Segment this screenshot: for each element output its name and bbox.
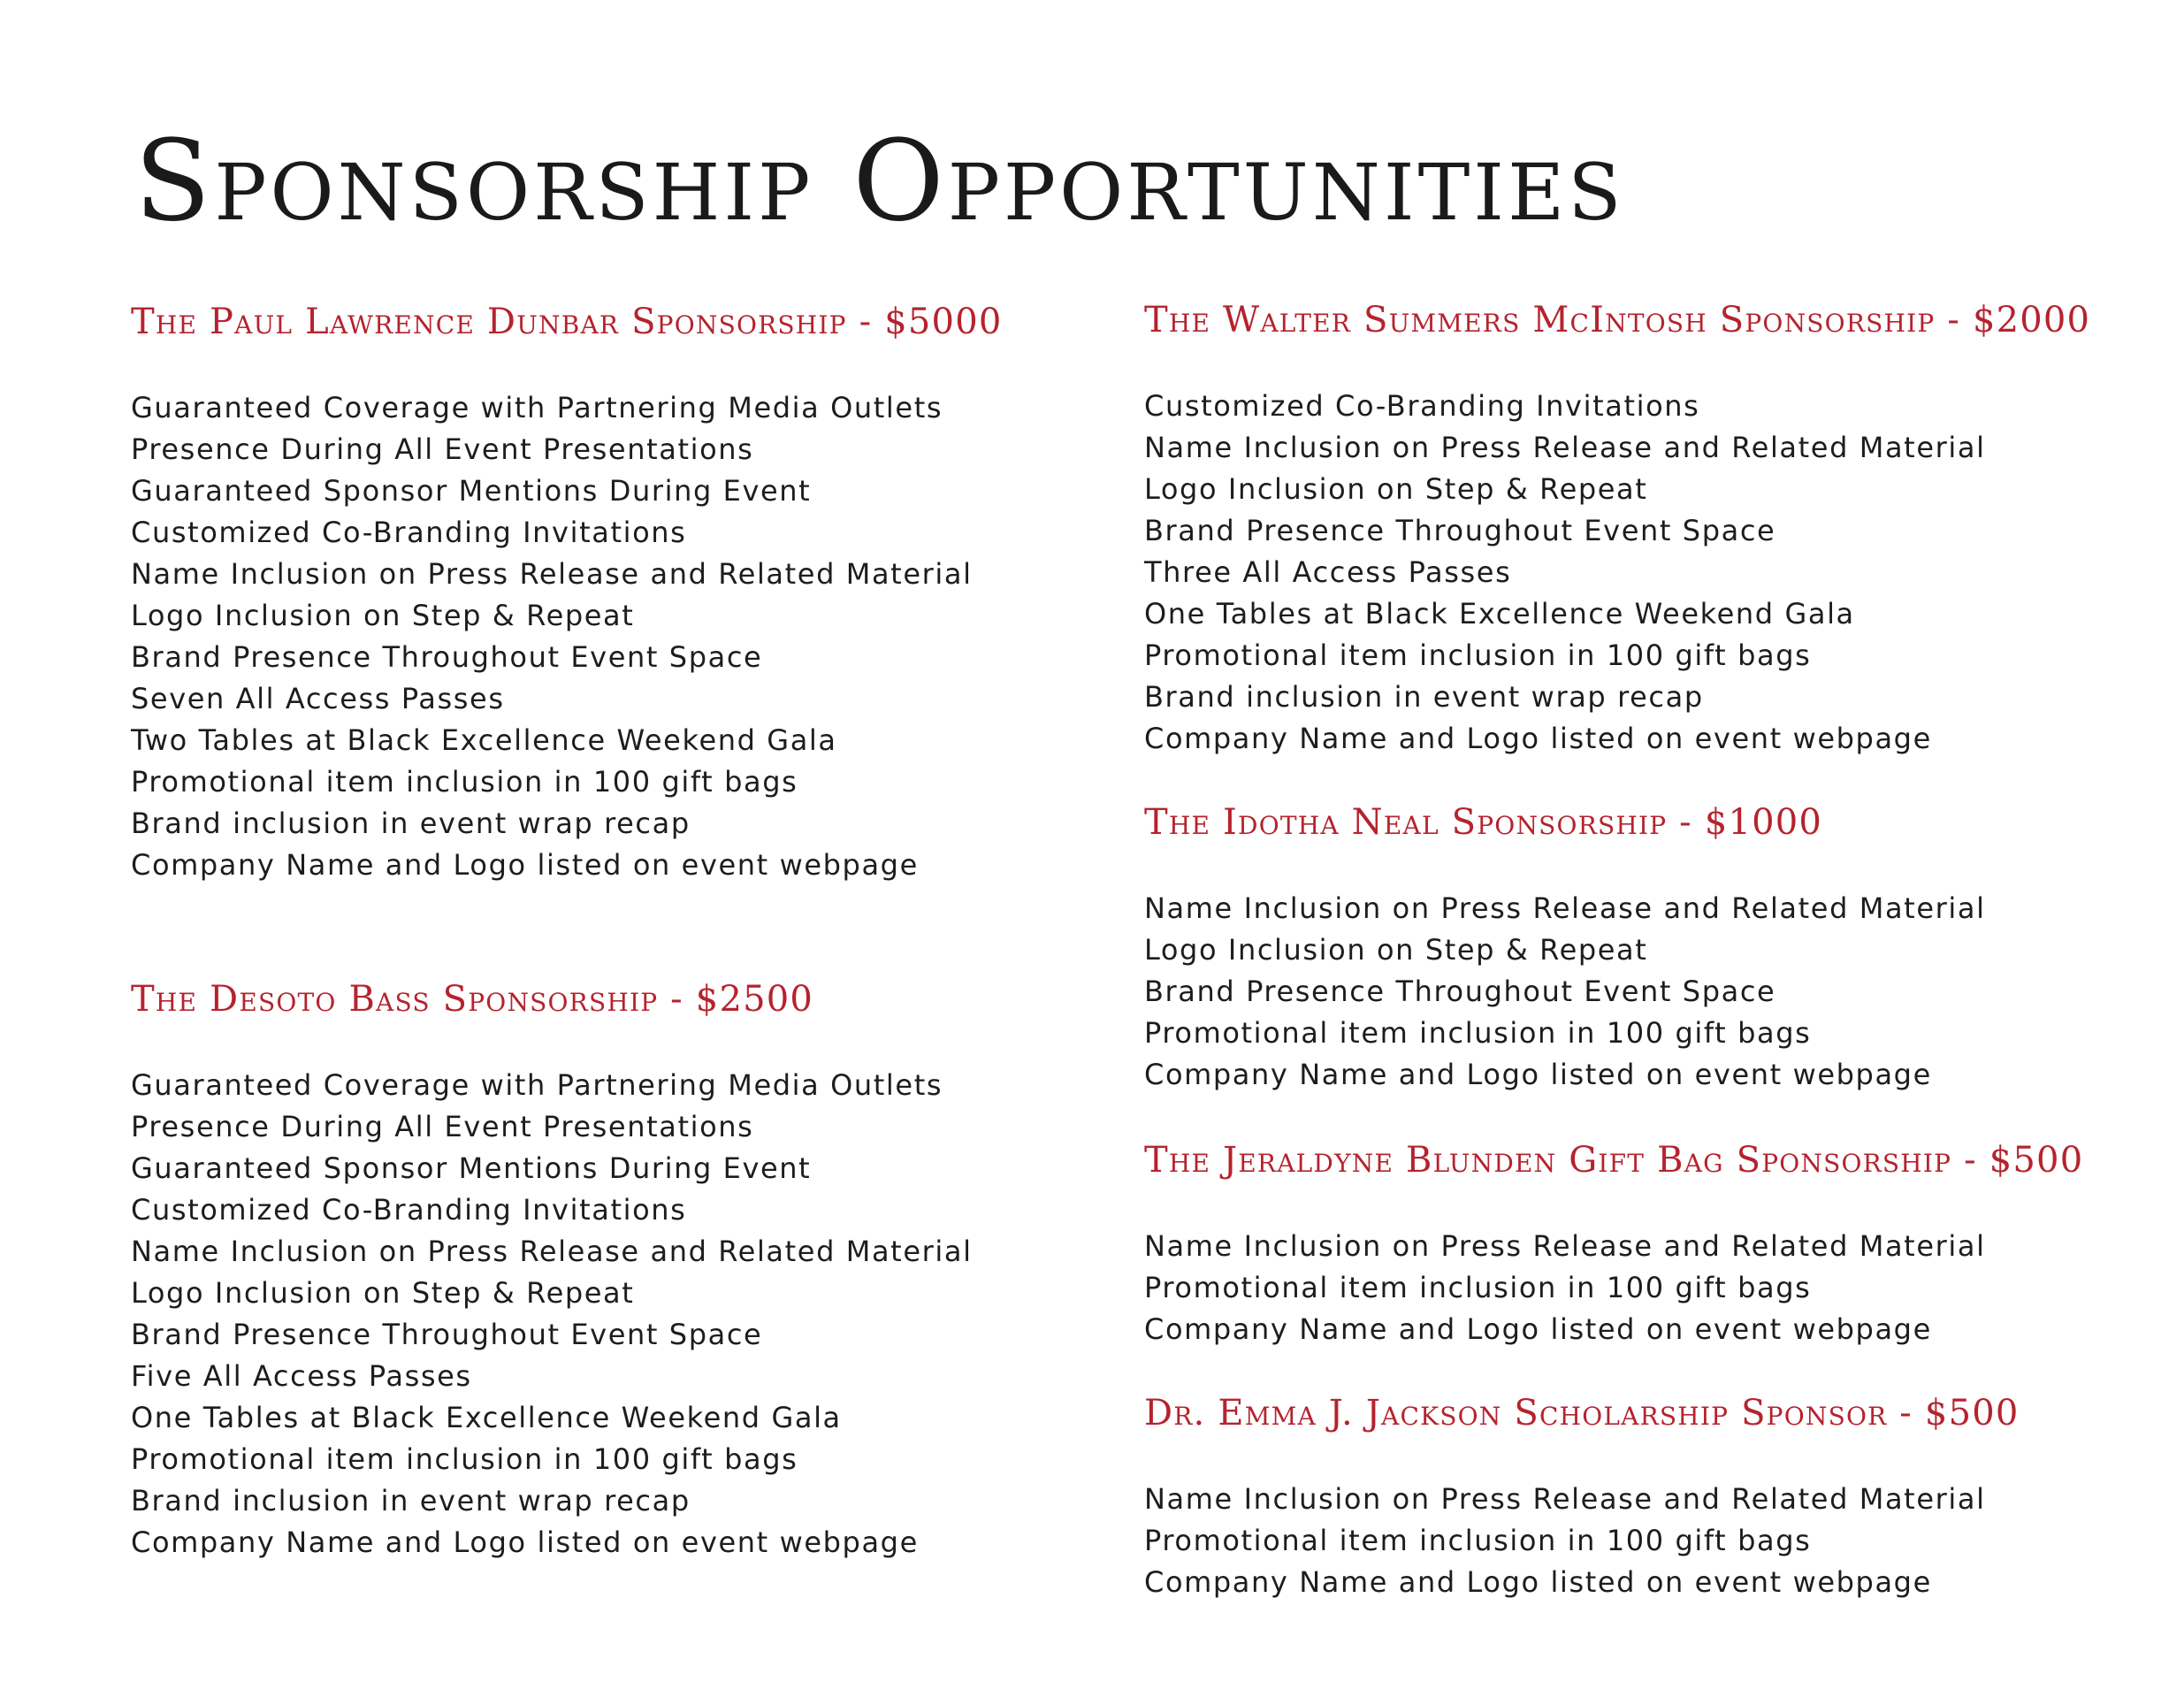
benefit-item: Guaranteed Coverage with Partnering Media Outlets — [131, 391, 943, 424]
benefit-item: Guaranteed Sponsor Mentions During Event — [131, 1151, 812, 1185]
benefit-item: Name Inclusion on Press Release and Related Material — [1144, 891, 1986, 925]
benefit-item: Logo Inclusion on Step & Repeat — [131, 599, 635, 632]
benefit-item: Name Inclusion on Press Release and Related Material — [131, 1235, 973, 1268]
benefit-list — [1144, 888, 1986, 1096]
benefit-item: Brand inclusion in event wrap recap — [131, 807, 691, 840]
benefit-list — [1144, 386, 1986, 760]
benefit-item: Logo Inclusion on Step & Repeat — [131, 1276, 635, 1310]
benefit-item: Three All Access Passes — [1144, 555, 1512, 589]
benefit-item: Company Name and Logo listed on event webpage — [1144, 1058, 1932, 1091]
benefit-item: Presence During All Event Presentations — [131, 1110, 754, 1143]
tier-heading: The Jeraldyne Blunden Gift Bag Sponsorship - $500 — [1144, 1140, 2084, 1181]
tier-heading: The Desoto Bass Sponsorship - $2500 — [131, 979, 814, 1020]
benefit-item: Brand inclusion in event wrap recap — [1144, 680, 1704, 714]
tier-heading: The Paul Lawrence Dunbar Sponsorship - $5000 — [131, 302, 1003, 342]
benefit-item: Promotional item inclusion in 100 gift bags — [131, 765, 798, 799]
page-title: Sponsorship Opportunities — [134, 116, 1625, 246]
benefit-item: Company Name and Logo listed on event webpage — [131, 848, 919, 882]
benefit-item: Company Name and Logo listed on event webpage — [1144, 722, 1932, 755]
benefit-item: Two Tables at Black Excellence Weekend Gala — [131, 723, 837, 757]
sponsorship-tier-emma-jackson — [1144, 1393, 2020, 1599]
benefit-list — [131, 1065, 973, 1563]
benefit-item: Name Inclusion on Press Release and Related Material — [131, 557, 973, 591]
sponsorship-tier-idotha-neal — [1144, 802, 1986, 1091]
benefit-item: Guaranteed Coverage with Partnering Media Outlets — [131, 1068, 943, 1102]
sponsorship-tier-jeraldyne-blunden — [1144, 1140, 2084, 1346]
benefit-item: Name Inclusion on Press Release and Related Material — [1144, 1229, 1986, 1263]
benefit-item: Seven All Access Passes — [131, 682, 505, 715]
benefit-item: Five All Access Passes — [131, 1359, 472, 1393]
benefit-item: Name Inclusion on Press Release and Related Material — [1144, 431, 1986, 464]
benefit-item: Name Inclusion on Press Release and Related Material — [1144, 1482, 1986, 1516]
tier-heading: Dr. Emma J. Jackson Scholarship Sponsor - $500 — [1144, 1393, 2020, 1434]
benefit-item: Brand Presence Throughout Event Space — [131, 1318, 763, 1351]
benefit-item: Company Name and Logo listed on event webpage — [1144, 1565, 1932, 1599]
benefit-item: Brand Presence Throughout Event Space — [1144, 514, 1776, 547]
benefit-item: Logo Inclusion on Step & Repeat — [1144, 472, 1648, 506]
benefit-item: Company Name and Logo listed on event webpage — [131, 1525, 919, 1559]
benefit-item: Promotional item inclusion in 100 gift bags — [1144, 638, 1812, 672]
benefit-item: Customized Co-Branding Invitations — [1144, 389, 1700, 423]
benefit-item: Promotional item inclusion in 100 gift bags — [1144, 1524, 1812, 1557]
benefit-item: One Tables at Black Excellence Weekend Gala — [1144, 597, 1855, 631]
benefit-item: One Tables at Black Excellence Weekend Gala — [131, 1401, 842, 1434]
benefit-item: Promotional item inclusion in 100 gift bags — [131, 1442, 798, 1476]
tier-heading: The Idotha Neal Sponsorship - $1000 — [1144, 802, 1823, 843]
benefit-item: Brand Presence Throughout Event Space — [1144, 975, 1776, 1008]
benefit-item: Customized Co-Branding Invitations — [131, 516, 687, 549]
benefit-item: Promotional item inclusion in 100 gift bags — [1144, 1016, 1812, 1050]
benefit-item: Promotional item inclusion in 100 gift bags — [1144, 1271, 1812, 1304]
benefit-list — [131, 387, 973, 886]
benefit-item: Presence During All Event Presentations — [131, 432, 754, 466]
benefit-item: Brand Presence Throughout Event Space — [131, 640, 763, 674]
benefit-item: Guaranteed Sponsor Mentions During Event — [131, 474, 812, 508]
sponsorship-tier-desoto-bass — [131, 979, 973, 1559]
tier-heading: The Walter Summers McIntosh Sponsorship - $2000 — [1144, 300, 2091, 340]
benefit-item: Company Name and Logo listed on event webpage — [1144, 1312, 1932, 1346]
benefit-list — [1144, 1479, 1986, 1603]
benefit-list — [1144, 1226, 1986, 1350]
benefit-item: Customized Co-Branding Invitations — [131, 1193, 687, 1227]
benefit-item: Brand inclusion in event wrap recap — [131, 1484, 691, 1518]
benefit-item: Logo Inclusion on Step & Repeat — [1144, 933, 1648, 967]
sponsorship-tier-dunbar — [131, 302, 1003, 882]
sponsorship-tier-mcintosh — [1144, 300, 2091, 755]
